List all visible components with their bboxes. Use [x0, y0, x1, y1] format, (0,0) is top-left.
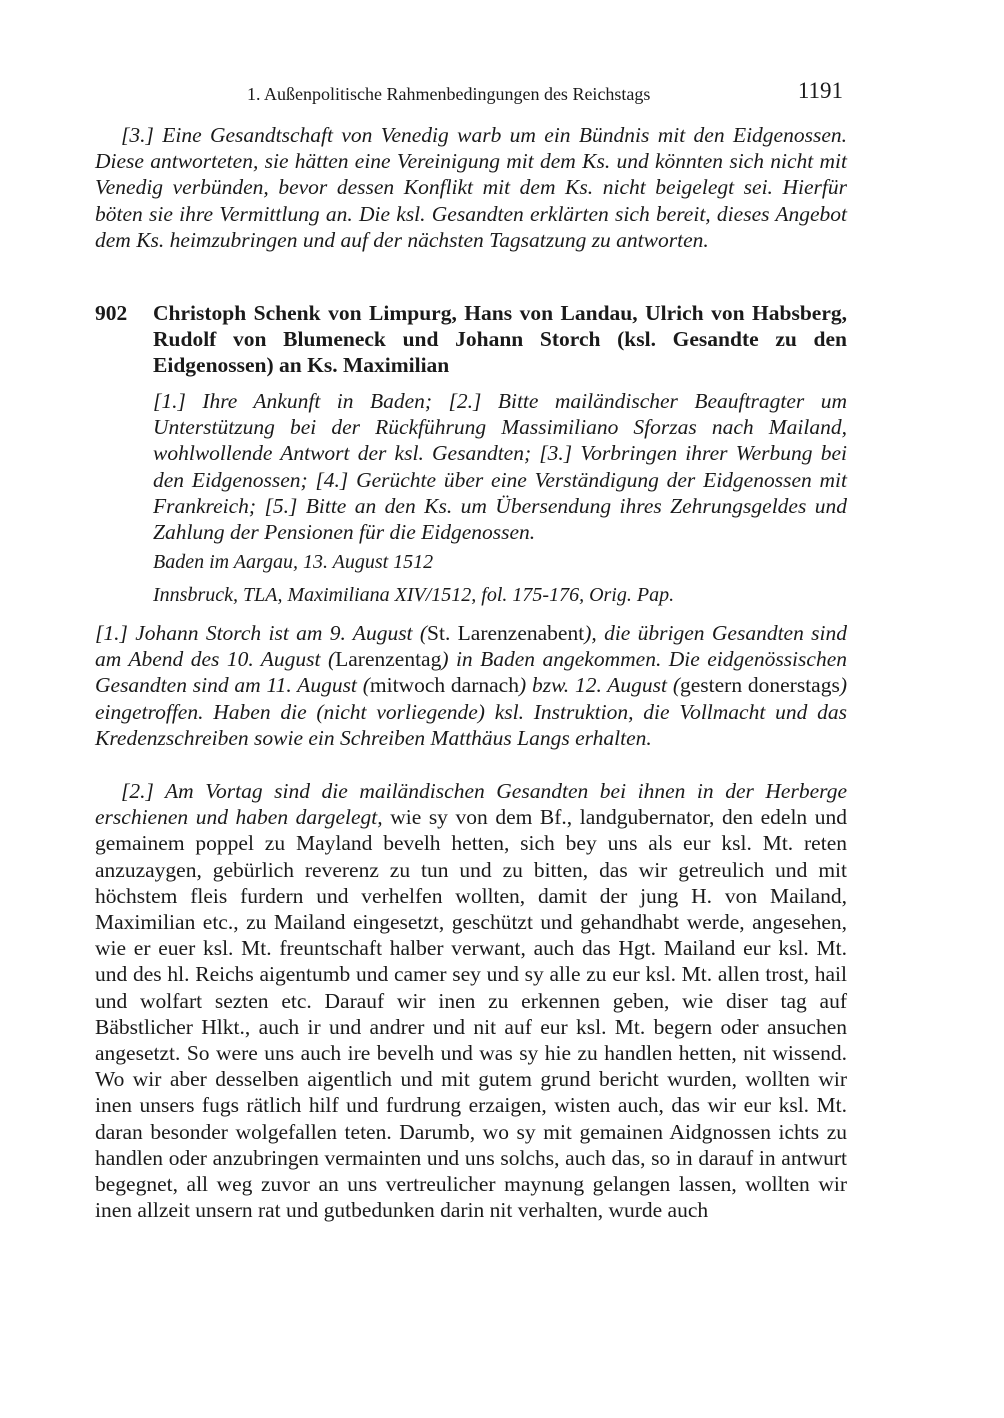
- quoted-term: St. Larenzenabent: [427, 621, 585, 645]
- quoted-term: Larenzentag: [335, 647, 442, 672]
- quoted-term: gestern donerstags: [679, 673, 840, 698]
- document-date-place: Baden im Aargau, 13. August 1512: [153, 551, 434, 573]
- page-number: 1191: [797, 78, 843, 103]
- body-paragraph-1: [95, 620, 847, 751]
- paragraph-summary: [2.] Am Vortag sind die mailändischen Gesandten bei ihnen in der Herberge erschienen und haben dargelegt,: [95, 779, 847, 830]
- running-title: 1. Außenpolitische Rahmenbedingungen des Reichstags: [247, 84, 651, 104]
- body-text: ), die übrigen Gesandten sind am Abend des 10. August (: [95, 621, 848, 672]
- body-text: [1.] Johann Storch ist am 9. August (: [95, 621, 428, 645]
- body-text: ) eingetroffen. Haben die (nicht vorliegende) ksl. Instruktion, die Vollmacht und das Kredenzschreiben sowie ein Schreiben Matthäus Langs erhalten.: [95, 673, 848, 750]
- source-quotation: wie sy von dem Bf., landgubernator, den edeln und gemainem poppel zu Mayland bevelh hetten, sich bey uns als eur ksl. Mt. reten anzuzaygen, gebürlich reverenz zu tun und zu bitten, das wir getreulich und mit höchstem fleis furdern und verhelfen wollten, damit der jung H. von Mailand, Maximilian etc., zu Mailand eingesetzt, geschützt und gehandhabt werde, angesehen, wie er euer ksl. Mt. freuntschaft halber verwant, auch das Hgt. Mailand eur ksl. Mt. und des hl. Reichs aigentumb und camer sey und sy alle zu eur ksl. Mt. allen trost, hail und wolfart sezten etc. Darauf wir inen zu erkennen geben, wie diser tag auf Bäbstlicher Hlkt., auch ir und andrer und nit auf eur ksl. Mt. begern oder ansuchen angesetzt. So were uns auch ire bevelh und was sy hie zu handlen hetten, nit wissend. Wo wir aber desselben aigentlich und mit gutem grund bericht wurden, wollten wir inen unsers fugs rätlich hilf und furdrung erzaigen, wisten auch, das wir eur ksl. Mt. daran besonder wolgefallen teten. Darumb, wo sy mit gemainen Aidgnossen ichts zu handlen oder anzubringen vermainten und uns solchs, auch das, so in darauf in antwurt begegnet, all weg zuvor an uns vertreulicher maynung gelangen lassen, wollten wir inen allzeit unsern rat und gutbedunken darin nit verhalten, wurde auch: [95, 805, 847, 1223]
- quoted-term: mitwoch darnach: [369, 673, 519, 698]
- running-header: [95, 78, 847, 108]
- document-number: 902: [95, 301, 128, 325]
- document-regest: [1.] Ihre Ankunft in Baden; [2.] Bitte mailändischer Beauftragter um Unterstützung bei der Rückführung Massimiliano Sforzas nach Mailand, wohlwollende Antwort der ksl. Gesandten; [3.] Vorbringen ihrer Werbung bei den Eidgenossen; [4.] Gerüchte über eine Verständigung der Eidgenossen mit Frankreich; [5.] Bitte an den Ks. um Übersendung ihres Zehrungsgeldes und Zahlung der Pensionen für die Eidgenossen.: [153, 389, 847, 545]
- body-paragraph-2: [95, 778, 847, 1223]
- document-title: Christoph Schenk von Limpurg, Hans von Landau, Ulrich von Habsberg, Rudolf von Blumeneck und Johann Storch (ksl. Gesandte zu den Eidgenossen) an Ks. Maximilian: [153, 301, 847, 378]
- body-text: ) in Baden angekommen. Die eidgenössischen Gesandten sind am 11. August (: [95, 647, 847, 698]
- summary-paragraph-3: [3.] Eine Gesandtschaft von Venedig warb um ein Bündnis mit den Eidgenossen. Diese antworteten, sie hätten eine Vereinigung mit dem Ks. und könnten sich nicht mit Venedig verbünden, bevor dessen Konflikt mit dem Ks. nicht beigelegt sei. Hierfür böten sie ihre Vermittlung an. Die ksl. Gesandten erklärten sich bereit, dieses Angebot dem Ks. heimzubringen und auf der nächsten Tagsatzung zu antworten.: [95, 123, 847, 252]
- document-source: Innsbruck, TLA, Maximiliana XIV/1512, fol. 175-176, Orig. Pap.: [153, 584, 675, 606]
- body-text: ) bzw. 12. August (: [518, 673, 680, 698]
